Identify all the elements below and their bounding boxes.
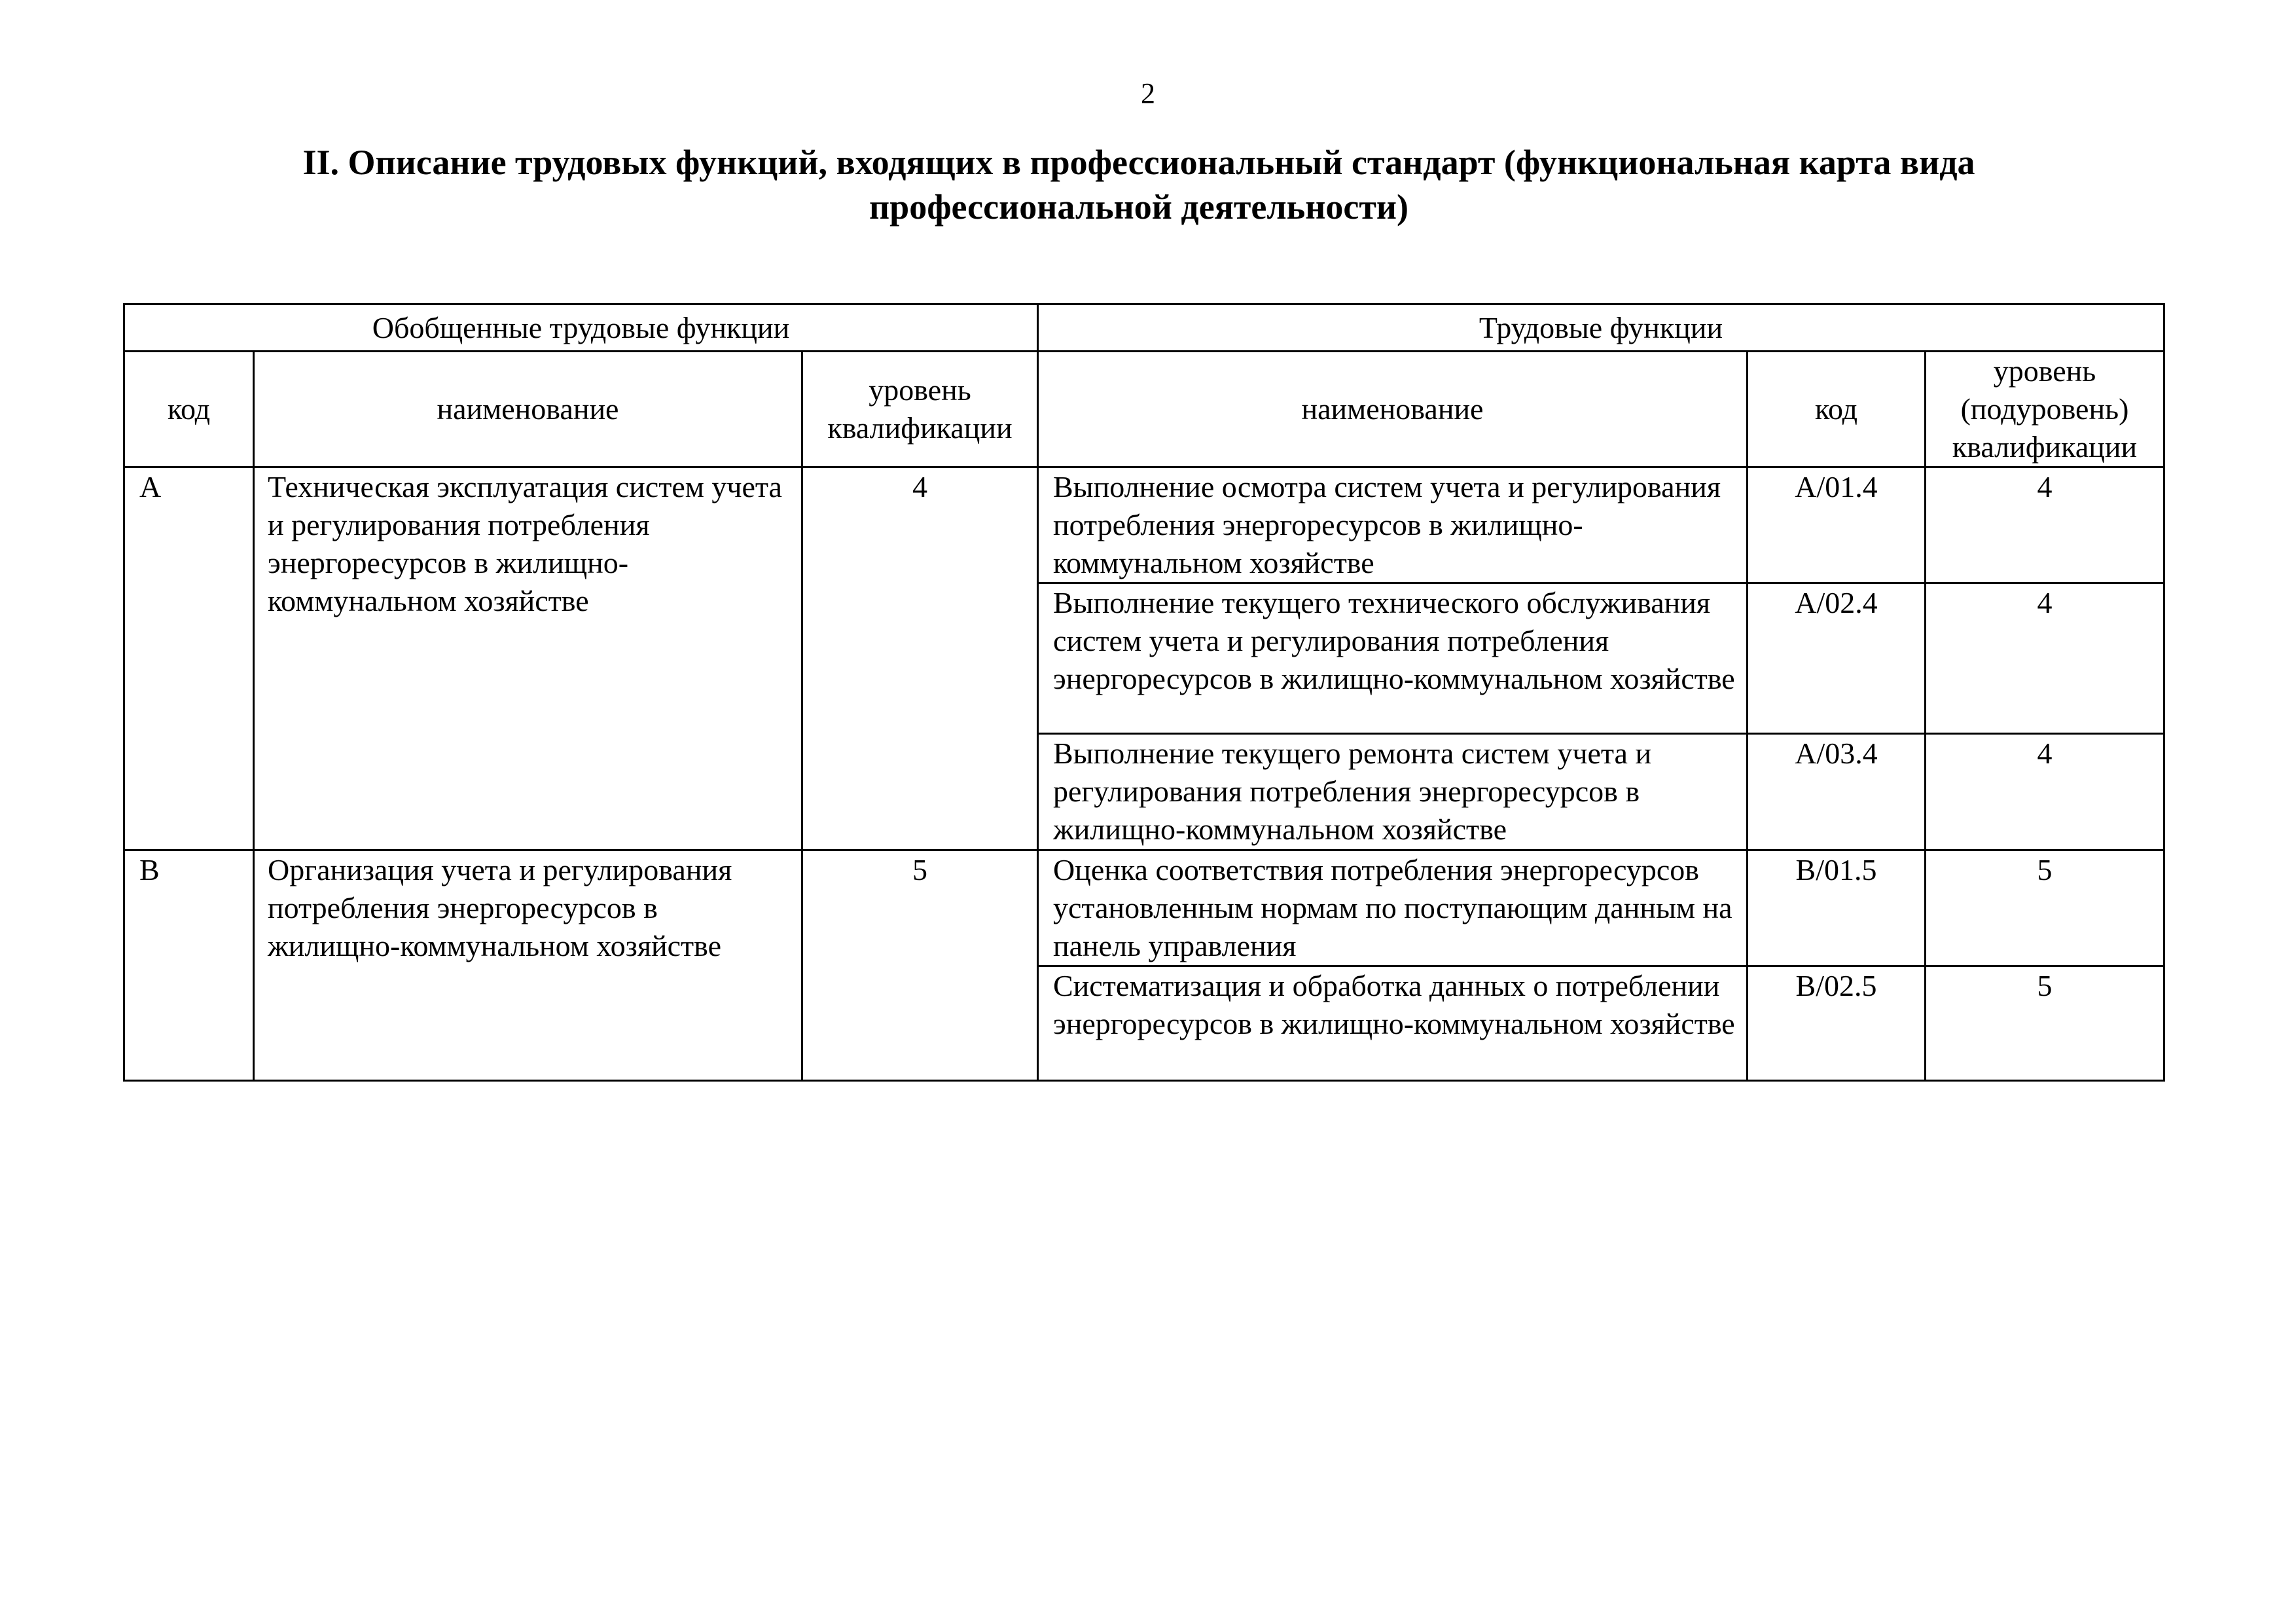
labor-function-name: Выполнение текущего ремонта систем учета и регулирования потребления энергоресурсов в жилищно-коммунальном хозяйстве	[1038, 734, 1748, 850]
labor-function-level: 5	[1926, 850, 2164, 966]
group-header-row	[124, 304, 2164, 352]
labor-function-code: A/01.4	[1748, 467, 1926, 583]
gen-function-name: Техническая эксплуатация систем учета и регулирования потребления энергоресурсов в жилищно-коммунальном хозяйстве	[254, 467, 802, 850]
tf-name-header: наименование	[1038, 352, 1748, 467]
labor-function-name: Систематизация и обработка данных о потреблении энергоресурсов в жилищно-коммунальном хозяйстве	[1038, 966, 1748, 1081]
tf-code-header: код	[1748, 352, 1926, 467]
gen-function-level: 4	[802, 467, 1038, 850]
labor-function-level: 5	[1926, 966, 2164, 1081]
labor-function-name: Выполнение текущего технического обслуживания систем учета и регулирования потребления энергоресурсов в жилищно-коммунальном хозяйстве	[1038, 583, 1748, 734]
tf-level-header: уровень (подуровень) квалификации	[1926, 352, 2164, 467]
column-header-row	[124, 352, 2164, 467]
labor-function-code: A/02.4	[1748, 583, 1926, 734]
page-number: 2	[1141, 77, 1155, 109]
labor-function-code: B/01.5	[1748, 850, 1926, 966]
labor-functions-header: Трудовые функции	[1038, 304, 2164, 352]
gen-code-header: код	[124, 352, 254, 467]
labor-function-level: 4	[1926, 467, 2164, 583]
gen-function-code: B	[124, 850, 254, 1081]
section-title: II. Описание трудовых функций, входящих в профессиональный стандарт (функциональная карта вида профессиональной деятельности)	[302, 143, 1975, 227]
generalized-functions-header: Обобщенные трудовые функции	[124, 304, 1038, 352]
labor-function-code: A/03.4	[1748, 734, 1926, 850]
functional-map-table	[123, 303, 2165, 1082]
gen-function-code: A	[124, 467, 254, 850]
gen-function-level: 5	[802, 850, 1038, 1081]
labor-function-code: B/02.5	[1748, 966, 1926, 1081]
table-row	[124, 467, 2164, 583]
labor-function-level: 4	[1926, 583, 2164, 734]
table-row	[124, 850, 2164, 966]
gen-level-header: уровень квалификации	[802, 352, 1038, 467]
gen-function-name: Организация учета и регулирования потребления энергоресурсов в жилищно-коммунальном хозяйстве	[254, 850, 802, 1081]
labor-function-level: 4	[1926, 734, 2164, 850]
labor-function-name: Выполнение осмотра систем учета и регулирования потребления энергоресурсов в жилищно-коммунальном хозяйстве	[1038, 467, 1748, 583]
gen-name-header: наименование	[254, 352, 802, 467]
labor-function-name: Оценка соответствия потребления энергоресурсов установленным нормам по поступающим данным на панель управления	[1038, 850, 1748, 966]
